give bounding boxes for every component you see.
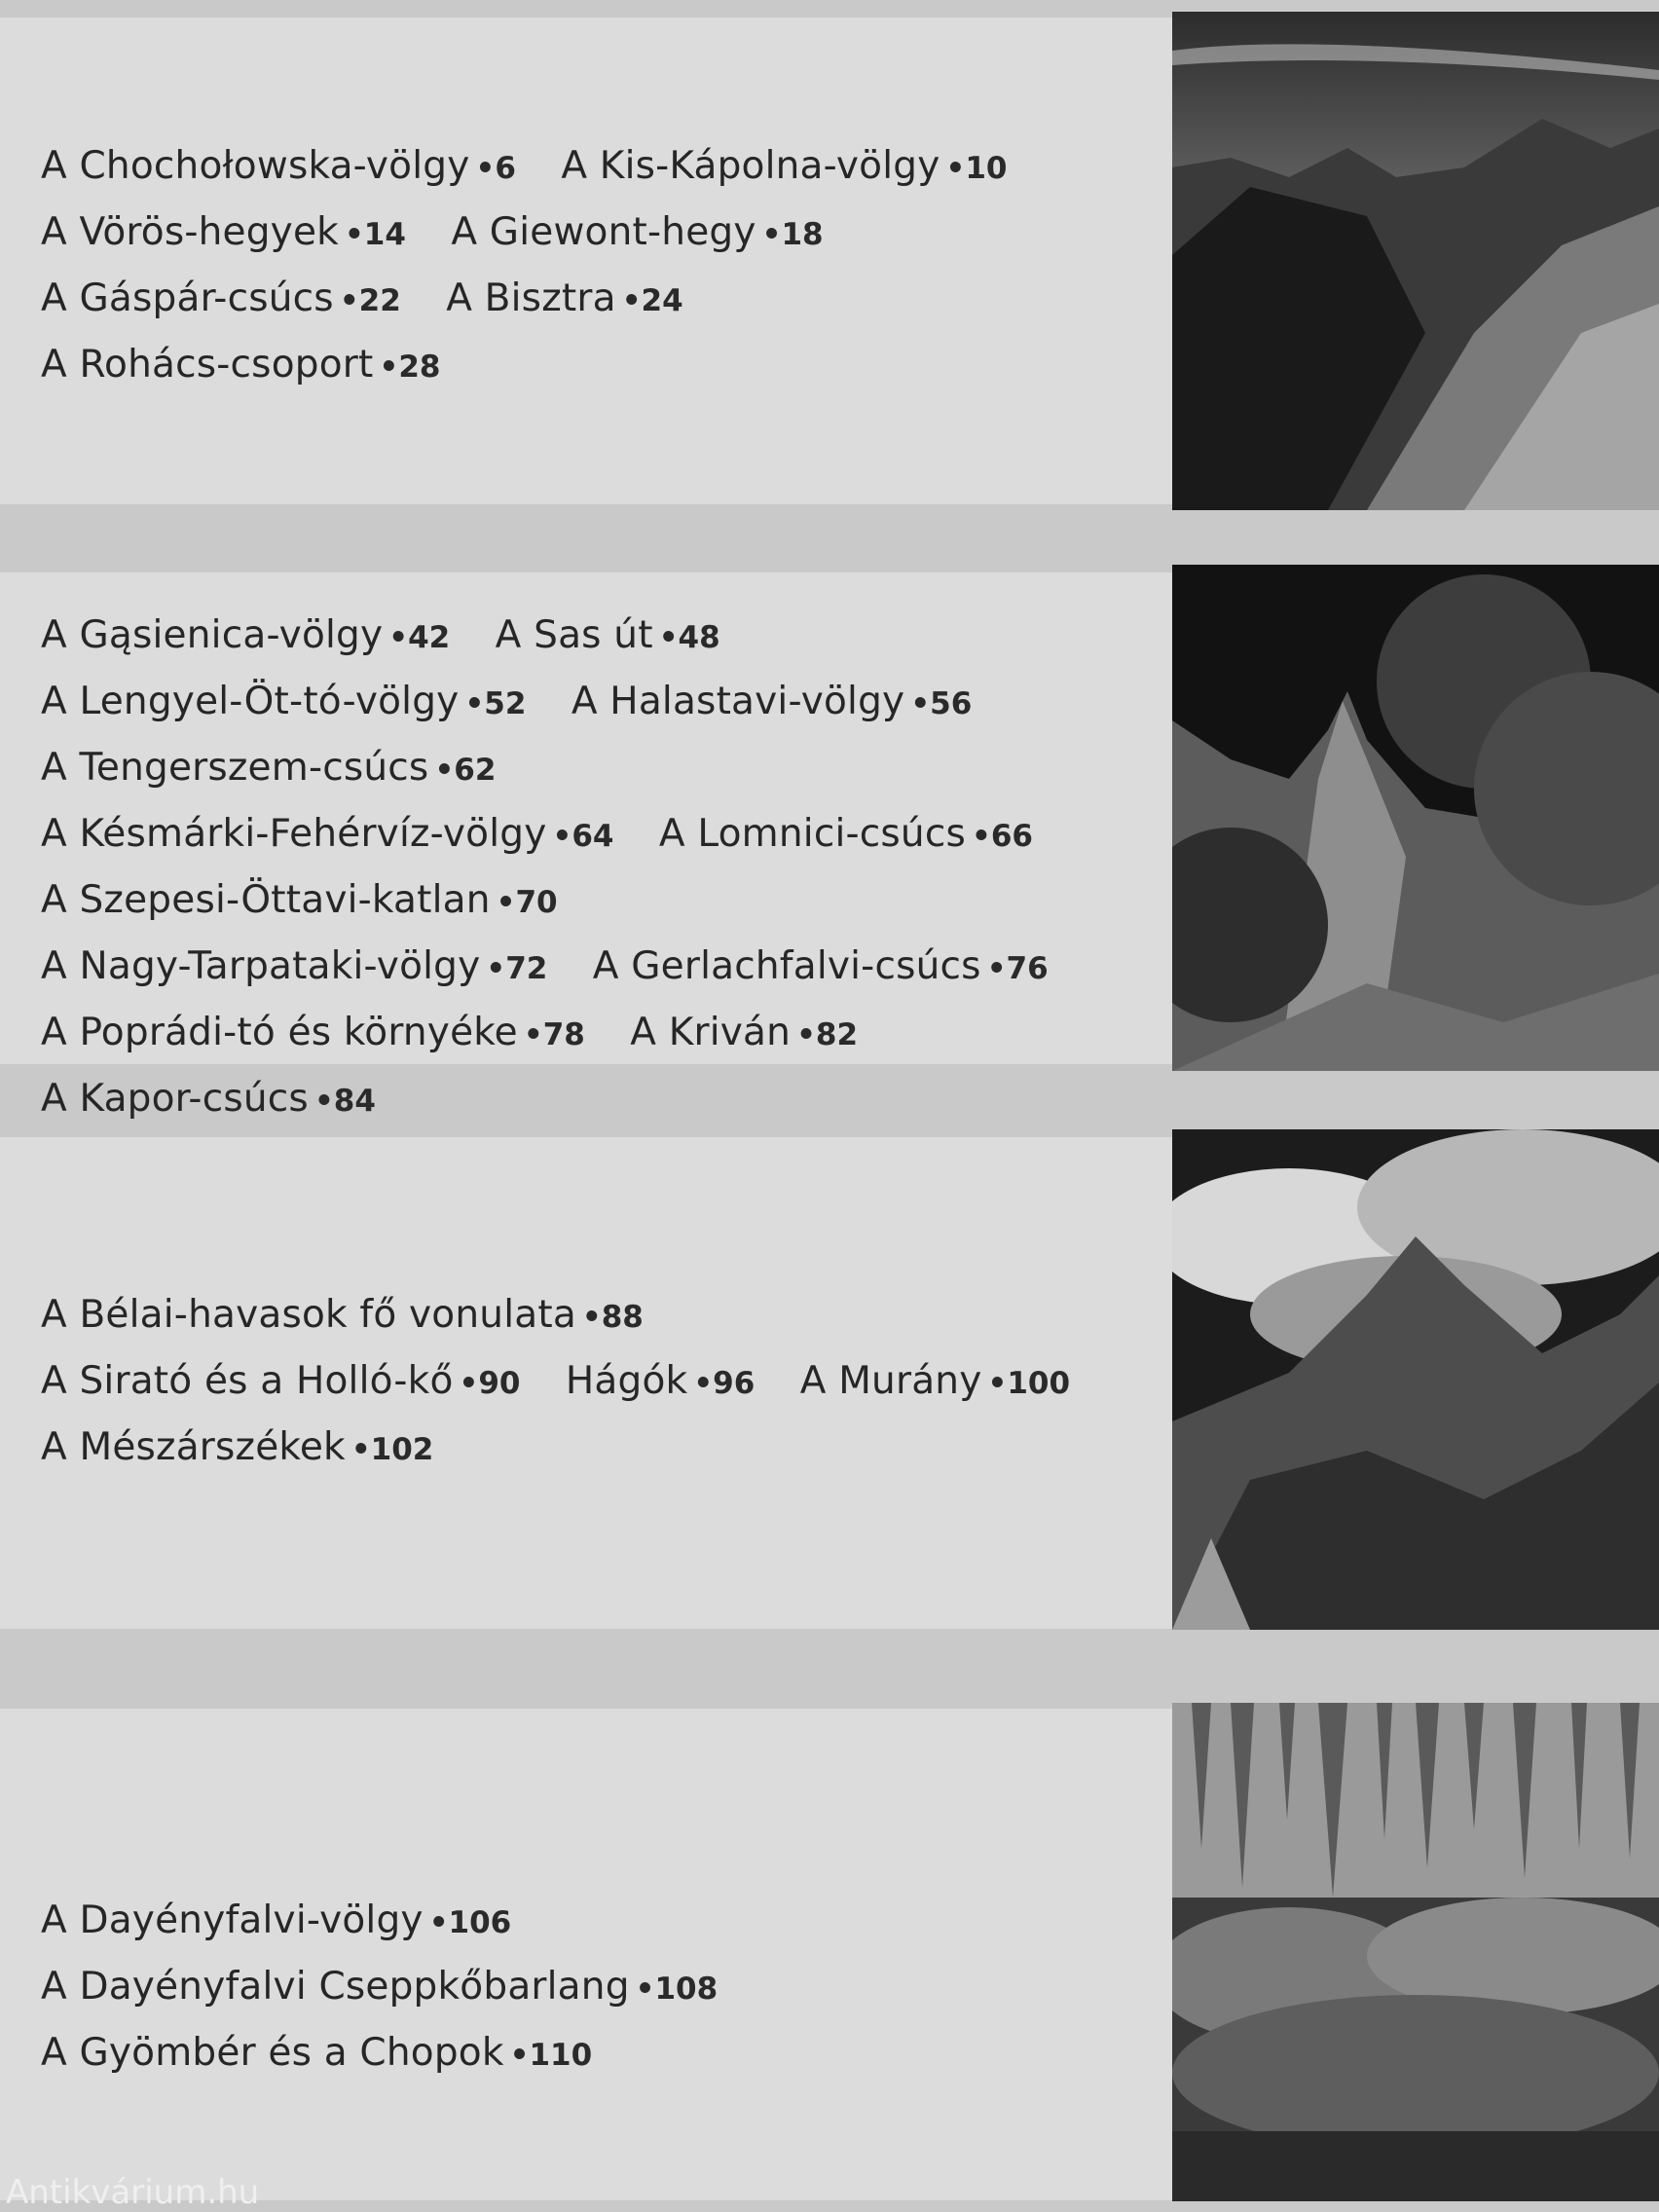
toc-entry-title: A Gąsienica-völgy [41, 613, 384, 657]
toc-entry [800, 1359, 1103, 1403]
toc-entry [41, 1293, 677, 1337]
toc-entry-page: •14 [344, 217, 406, 252]
toc-entry-title: A Sas út [495, 613, 653, 657]
toc-entry-page: •70 [496, 885, 558, 920]
toc-entry [41, 613, 483, 657]
toc-entry-page: •48 [658, 620, 720, 655]
toc-entry [41, 210, 439, 254]
toc-entry-title: Hágók [565, 1359, 688, 1403]
toc-entry-title: A Murány [799, 1359, 982, 1403]
toc-entry-page: •28 [379, 350, 441, 385]
toc-entry [630, 1011, 891, 1054]
toc-entry-page: •96 [693, 1366, 756, 1401]
toc-entry-title: A Tengerszem-csúcs [41, 746, 429, 790]
toc-entry [593, 944, 1082, 988]
cloudy-peak-photo [1172, 1129, 1659, 1630]
toc-entry-page: •100 [987, 1366, 1071, 1401]
toc-entry [41, 1425, 466, 1469]
toc-entry [41, 144, 549, 188]
toc-entry-title: A Chochołowska-völgy [41, 144, 470, 188]
toc-entry-page: •110 [509, 2038, 593, 2073]
toc-entry-title: A Giewont-hegy [451, 210, 756, 254]
toc-entry-page: •84 [313, 1084, 376, 1119]
toc-entry-title: A Bisztra [446, 276, 616, 320]
toc-entry-title: A Kriván [630, 1011, 792, 1054]
toc-section-2-text [41, 604, 1141, 1133]
toc-entry [451, 210, 856, 254]
toc-entry [41, 343, 473, 387]
toc-entry-title: A Lengyel-Öt-tó-völgy [41, 680, 460, 723]
toc-entry-page: •6 [475, 151, 516, 186]
toc-entry-page: •78 [523, 1017, 585, 1052]
toc-entry [446, 276, 716, 320]
toc-entry-page: •42 [388, 620, 451, 655]
toc-entry-title: A Mészárszékek [41, 1425, 346, 1469]
toc-section-1-text [41, 134, 1141, 399]
toc-entry-page: •90 [459, 1366, 521, 1401]
toc-entry-title: A Bélai-havasok fő vonulata [41, 1293, 576, 1337]
toc-entry-title: A Gerlachfalvi-csúcs [592, 944, 981, 988]
toc-entry-title: A Nagy-Tarpataki-völgy [41, 944, 481, 988]
toc-entry [41, 878, 591, 922]
toc-entry [571, 680, 1005, 723]
toc-entry [41, 680, 559, 723]
toc-entry [41, 1359, 554, 1403]
toc-entry-page: •62 [434, 753, 497, 788]
toc-entry-page: •82 [796, 1017, 859, 1052]
toc-entry [561, 144, 1040, 188]
peak-photo [1172, 565, 1659, 1071]
toc-entry [41, 812, 646, 856]
toc-entry-title: A Halastavi-völgy [571, 680, 905, 723]
toc-entry [659, 812, 1066, 856]
toc-section-3 [0, 1137, 1659, 1629]
toc-entry-title: A Kis-Kápolna-völgy [561, 144, 940, 188]
toc-entry-page: •10 [945, 151, 1008, 186]
toc-entry [41, 276, 434, 320]
toc-entry-page: •66 [972, 819, 1033, 854]
toc-entry-title: A Sirató és a Holló-kő [41, 1359, 454, 1403]
toc-entry-page: •18 [761, 217, 824, 252]
mountain-photo [1172, 12, 1659, 510]
footer-watermark: Antikvárium.hu [6, 2173, 260, 2212]
toc-entry [41, 944, 580, 988]
toc-entry-title: A Dayényfalvi-völgy [41, 1899, 424, 1942]
toc-entry-title: A Késmárki-Fehérvíz-völgy [41, 812, 547, 856]
toc-entry-title: A Dayényfalvi Cseppkőbarlang [41, 1965, 630, 2009]
toc-entry-page: •22 [339, 283, 401, 318]
toc-entry [41, 1965, 751, 2009]
toc-entry [496, 613, 754, 657]
toc-entry [41, 1899, 544, 1942]
toc-entry [41, 1011, 618, 1054]
toc-section-4 [0, 1709, 1659, 2200]
toc-entry-title: A Kapor-csúcs [41, 1077, 309, 1121]
toc-entry-page: •102 [350, 1432, 434, 1467]
toc-section-4-text [41, 1889, 1141, 2087]
toc-entry-title: A Vörös-hegyek [41, 210, 339, 254]
toc-entry-page: •72 [486, 951, 548, 986]
cave-photo [1172, 1703, 1659, 2201]
toc-entry-page: •52 [464, 686, 527, 721]
toc-entry [41, 2031, 625, 2075]
toc-entry-title: A Szepesi-Öttavi-katlan [41, 878, 491, 922]
toc-section-2 [0, 572, 1659, 1121]
toc-section-3-text [41, 1283, 1141, 1482]
toc-entry-page: •108 [635, 1972, 719, 2007]
toc-entry-title: A Rohács-csoport [41, 343, 374, 387]
toc-entry-page: •106 [428, 1905, 512, 1940]
toc-entry-page: •56 [910, 686, 973, 721]
toc-entry-title: A Lomnici-csúcs [658, 812, 967, 856]
toc-entry-page: •76 [986, 951, 1049, 986]
toc-entry-page: •64 [552, 819, 614, 854]
toc-entry-title: A Gáspár-csúcs [41, 276, 334, 320]
toc-entry-title: A Poprádi-tó és környéke [41, 1011, 518, 1054]
toc-entry [41, 746, 529, 790]
toc-entry-page: •88 [581, 1300, 644, 1335]
toc-entry [41, 1077, 409, 1121]
toc-entry [566, 1359, 788, 1403]
toc-section-1 [0, 18, 1659, 504]
toc-entry-page: •24 [621, 283, 683, 318]
toc-entry-title: A Gyömbér és a Chopok [41, 2031, 504, 2075]
